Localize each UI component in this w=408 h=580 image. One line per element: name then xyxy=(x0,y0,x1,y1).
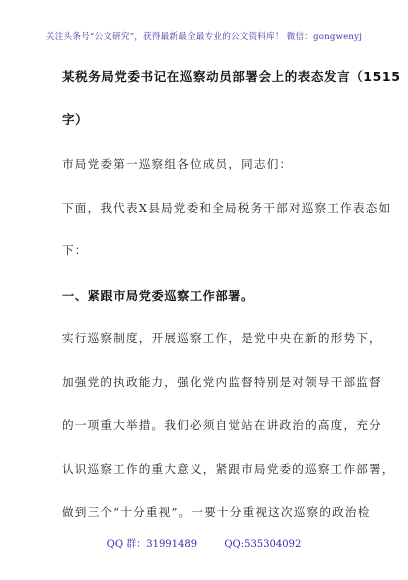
salutation-line: 市局党委第一巡察组各位成员，同志们： xyxy=(62,157,293,171)
document-title-line-1: 某税务局党委书记在巡察动员部署会上的表态发言（1515 xyxy=(62,69,401,84)
document-title-line-2: 字） xyxy=(62,112,89,127)
body-line: 下： xyxy=(62,243,88,257)
body-line: 加强党的执政能力，强化党内监督特别是对领导干部监督 xyxy=(62,375,382,389)
body-line: 的一项重大举措。我们必须自觉站在讲政治的高度，充分 xyxy=(62,418,382,432)
section-heading: 一、紧跟市局党委巡察工作部署。 xyxy=(62,289,254,303)
body-line: 下面，我代表X县局党委和全局税务干部对巡察工作表态如 xyxy=(62,201,392,215)
qq-text: QQ:535304092 xyxy=(224,539,302,550)
promo-banner: 关注头条号“公文研究”，获得最新最全最专业的公文资料库！ 微信：gongwenyj xyxy=(45,32,363,42)
body-line: 做到三个“十分重视”。一要十分重视这次巡察的政治检 xyxy=(62,505,371,519)
qq-group-text: QQ 群：31991489 xyxy=(106,539,198,550)
body-line: 认识巡察工作的重大意义，紧跟市局党委的巡察工作部署， xyxy=(62,462,395,476)
contact-footer xyxy=(0,535,408,550)
body-line: 实行巡察制度，开展巡察工作，是党中央在新的形势下， xyxy=(62,331,382,345)
